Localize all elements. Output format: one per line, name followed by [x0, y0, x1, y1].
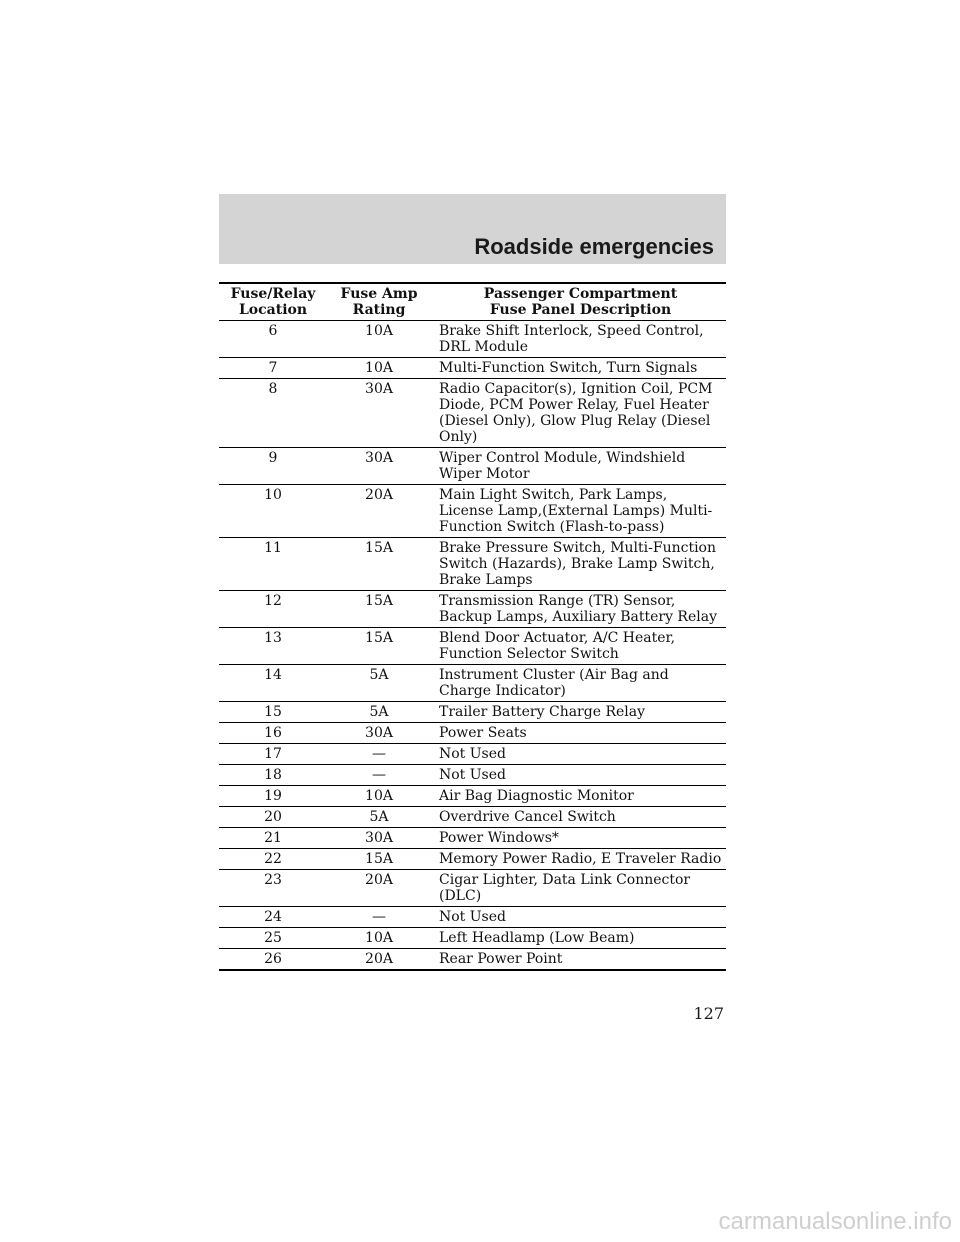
- fuse-description-cell: Radio Capacitor(s), Ignition Coil, PCM Diode, PCM Power Relay, Fuel Heater (Diesel Only), Glow Plug Relay (Diesel Only): [431, 379, 726, 448]
- header-amp-line1: Fuse Amp: [340, 286, 418, 302]
- table-row: [219, 702, 726, 723]
- fuse-location-cell: 10: [219, 485, 327, 538]
- fuse-description-cell: Instrument Cluster (Air Bag and Charge Indicator): [431, 665, 726, 702]
- fuse-location-cell: 13: [219, 628, 327, 665]
- header-amp: [327, 283, 431, 321]
- fuse-description-cell: Multi-Function Switch, Turn Signals: [431, 358, 726, 379]
- fuse-amp-cell: 5A: [327, 665, 431, 702]
- fuse-amp-cell: 30A: [327, 379, 431, 448]
- fuse-amp-cell: 15A: [327, 591, 431, 628]
- table-row: [219, 538, 726, 591]
- fuse-location-cell: 11: [219, 538, 327, 591]
- table-row: [219, 807, 726, 828]
- fuse-table: [219, 282, 726, 971]
- fuse-amp-cell: —: [327, 907, 431, 928]
- table-row: [219, 628, 726, 665]
- fuse-location-cell: 6: [219, 321, 327, 358]
- fuse-amp-cell: 30A: [327, 828, 431, 849]
- header-location: [219, 283, 327, 321]
- table-row: [219, 358, 726, 379]
- fuse-location-cell: 14: [219, 665, 327, 702]
- fuse-description-cell: Brake Pressure Switch, Multi-Function Switch (Hazards), Brake Lamp Switch, Brake Lamps: [431, 538, 726, 591]
- fuse-description-cell: Memory Power Radio, E Traveler Radio: [431, 849, 726, 870]
- fuse-amp-cell: 10A: [327, 786, 431, 807]
- fuse-description-cell: Overdrive Cancel Switch: [431, 807, 726, 828]
- fuse-location-cell: 17: [219, 744, 327, 765]
- table-row: [219, 928, 726, 949]
- fuse-description-cell: Not Used: [431, 744, 726, 765]
- table-row: [219, 849, 726, 870]
- fuse-amp-cell: 10A: [327, 358, 431, 379]
- fuse-amp-cell: 15A: [327, 849, 431, 870]
- fuse-amp-cell: —: [327, 765, 431, 786]
- fuse-location-cell: 15: [219, 702, 327, 723]
- fuse-location-cell: 21: [219, 828, 327, 849]
- fuse-amp-cell: —: [327, 744, 431, 765]
- header-location-line2: Location: [238, 302, 308, 318]
- fuse-description-cell: Main Light Switch, Park Lamps, License Lamp,(External Lamps) Multi-Function Switch (Flash-to-pass): [431, 485, 726, 538]
- table-row: [219, 870, 726, 907]
- header-amp-line2: Rating: [352, 302, 406, 318]
- header-desc-line2: Fuse Panel Description: [489, 302, 672, 318]
- fuse-location-cell: 24: [219, 907, 327, 928]
- fuse-location-cell: 7: [219, 358, 327, 379]
- table-row: [219, 591, 726, 628]
- fuse-description-cell: Trailer Battery Charge Relay: [431, 702, 726, 723]
- table-row: [219, 379, 726, 448]
- fuse-location-cell: 20: [219, 807, 327, 828]
- table-row: [219, 448, 726, 485]
- table-body: [219, 321, 726, 971]
- table-row: [219, 949, 726, 971]
- fuse-amp-cell: 15A: [327, 628, 431, 665]
- fuse-description-cell: Not Used: [431, 907, 726, 928]
- fuse-location-cell: 19: [219, 786, 327, 807]
- header-location-line1: Fuse/Relay: [230, 286, 316, 302]
- fuse-amp-cell: 20A: [327, 949, 431, 971]
- fuse-location-cell: 16: [219, 723, 327, 744]
- fuse-description-cell: Left Headlamp (Low Beam): [431, 928, 726, 949]
- table-row: [219, 765, 726, 786]
- fuse-description-cell: Power Seats: [431, 723, 726, 744]
- fuse-description-cell: Air Bag Diagnostic Monitor: [431, 786, 726, 807]
- fuse-amp-cell: 10A: [327, 928, 431, 949]
- fuse-amp-cell: 10A: [327, 321, 431, 358]
- header-desc-line1: Passenger Compartment: [483, 286, 678, 302]
- watermark: carmanualsonline.info: [718, 1208, 952, 1235]
- table-row: [219, 828, 726, 849]
- table-header-row: [219, 283, 726, 321]
- fuse-amp-cell: 5A: [327, 807, 431, 828]
- table-row: [219, 744, 726, 765]
- fuse-description-cell: Cigar Lighter, Data Link Connector (DLC): [431, 870, 726, 907]
- fuse-location-cell: 8: [219, 379, 327, 448]
- table-row: [219, 723, 726, 744]
- fuse-description-cell: Transmission Range (TR) Sensor, Backup Lamps, Auxiliary Battery Relay: [431, 591, 726, 628]
- header-description: [431, 283, 726, 321]
- fuse-location-cell: 22: [219, 849, 327, 870]
- fuse-description-cell: Power Windows*: [431, 828, 726, 849]
- fuse-description-cell: Wiper Control Module, Windshield Wiper Motor: [431, 448, 726, 485]
- fuse-location-cell: 23: [219, 870, 327, 907]
- fuse-amp-cell: 20A: [327, 870, 431, 907]
- table-row: [219, 485, 726, 538]
- table-row: [219, 907, 726, 928]
- section-header-band: [219, 194, 726, 264]
- fuse-amp-cell: 20A: [327, 485, 431, 538]
- fuse-description-cell: Rear Power Point: [431, 949, 726, 971]
- fuse-amp-cell: 30A: [327, 723, 431, 744]
- table-row: [219, 321, 726, 358]
- fuse-description-cell: Blend Door Actuator, A/C Heater, Function Selector Switch: [431, 628, 726, 665]
- fuse-description-cell: Not Used: [431, 765, 726, 786]
- fuse-location-cell: 25: [219, 928, 327, 949]
- page-number: 127: [693, 1004, 724, 1023]
- fuse-location-cell: 26: [219, 949, 327, 971]
- table-row: [219, 665, 726, 702]
- fuse-amp-cell: 30A: [327, 448, 431, 485]
- section-title: Roadside emergencies: [474, 234, 714, 259]
- fuse-amp-cell: 5A: [327, 702, 431, 723]
- fuse-location-cell: 12: [219, 591, 327, 628]
- fuse-amp-cell: 15A: [327, 538, 431, 591]
- fuse-location-cell: 18: [219, 765, 327, 786]
- fuse-location-cell: 9: [219, 448, 327, 485]
- fuse-description-cell: Brake Shift Interlock, Speed Control, DRL Module: [431, 321, 726, 358]
- table-row: [219, 786, 726, 807]
